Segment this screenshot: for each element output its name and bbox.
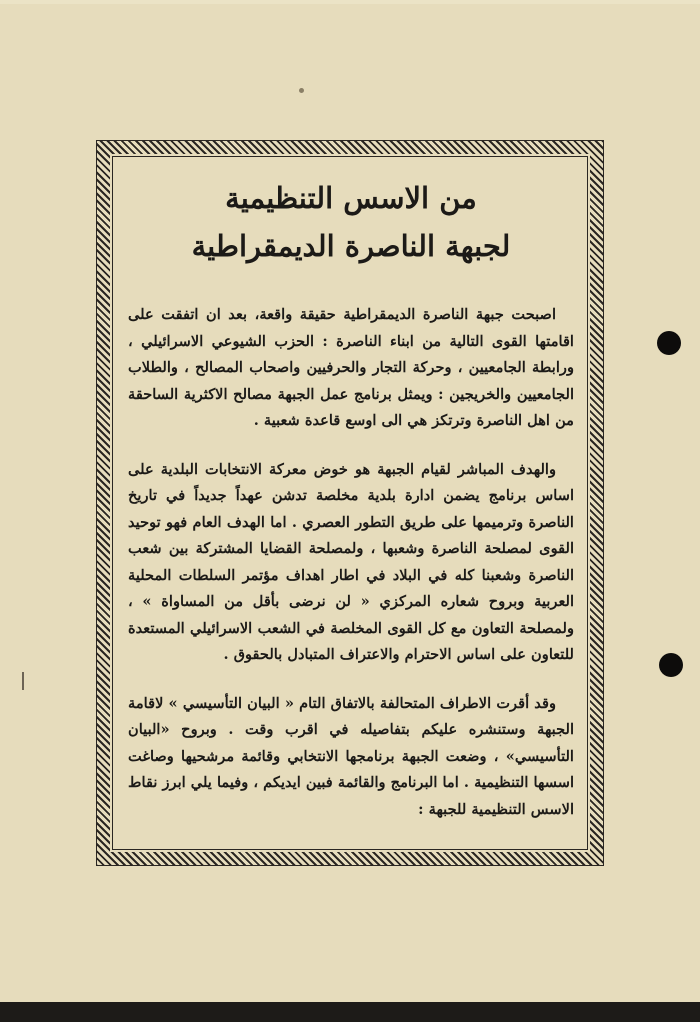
document-body: [128, 302, 574, 823]
document-subtitle: لجبهة الناصرة الديمقراطية: [191, 229, 511, 263]
scan-bottom-edge: [0, 1002, 700, 1022]
document-content: [128, 176, 574, 836]
page-edge: [0, 0, 700, 4]
punch-hole: [657, 331, 681, 355]
ink-speck: [299, 88, 304, 93]
paragraph: اصبحت جبهة الناصرة الديمقراطية حقيقة واقعة، بعد ان اتفقت على اقامتها القوى التالية من ابناء الناصرة : الحزب الشيوعي الاسرائيلي ، ورابطة الجامعيين ، وحركة التجار والحرفيين واصحاب المصالح ، والطلاب الجامعيين والخريجين : ويمثل برنامج عمل الجبهة مصالح الاكثرية الساحقة من اهل الناصرة وترتكز هي الى اوسع قاعدة شعبية .: [128, 306, 574, 429]
ink-mark: [22, 672, 24, 690]
paragraph: وقد أقرت الاطراف المتحالفة بالاتفاق التام « البيان التأسيسي » لاقامة الجبهة وستنشره عليكم بتفاصيله في اقرب وقت . وبروح «البيان التأسيسي» ، وضعت الجبهة برنامجها الانتخابي وقائمة مرشحيها وصاغت اسسها التنظيمية . اما البرنامج والقائمة فبين ايديكم ، وفيما يلي ابرز نقاط الاسس التنظيمية للجبهة :: [128, 694, 574, 818]
document-title: من الاسس التنظيمية: [225, 181, 477, 215]
punch-hole: [659, 653, 683, 677]
paragraph: والهدف المباشر لقيام الجبهة هو خوض معركة الانتخابات البلدية على اساس برنامج يضمن ادارة بلدية مخلصة تدشن عهداً جديداً في تاريخ الناصرة وترميمها على طريق التطور العصري . اما الهدف العام فهو توحيد القوى لمصلحة الناصرة وشعبها ، ولمصلحة القضايا المشتركة بين شعب الناصرة وشعبنا كله في البلاد في اطار اهداف مؤتمر السلطات المحلية العربية وبروح شعاره المركزي « لن نرضى بأقل من المساواة » ، ولمصلحة التعاون مع كل القوى المخلصة في الشعب الاسرائيلي المستعدة للتعاون على اساس الاحترام والاعتراف المتبادل بالحقوق .: [128, 460, 574, 663]
